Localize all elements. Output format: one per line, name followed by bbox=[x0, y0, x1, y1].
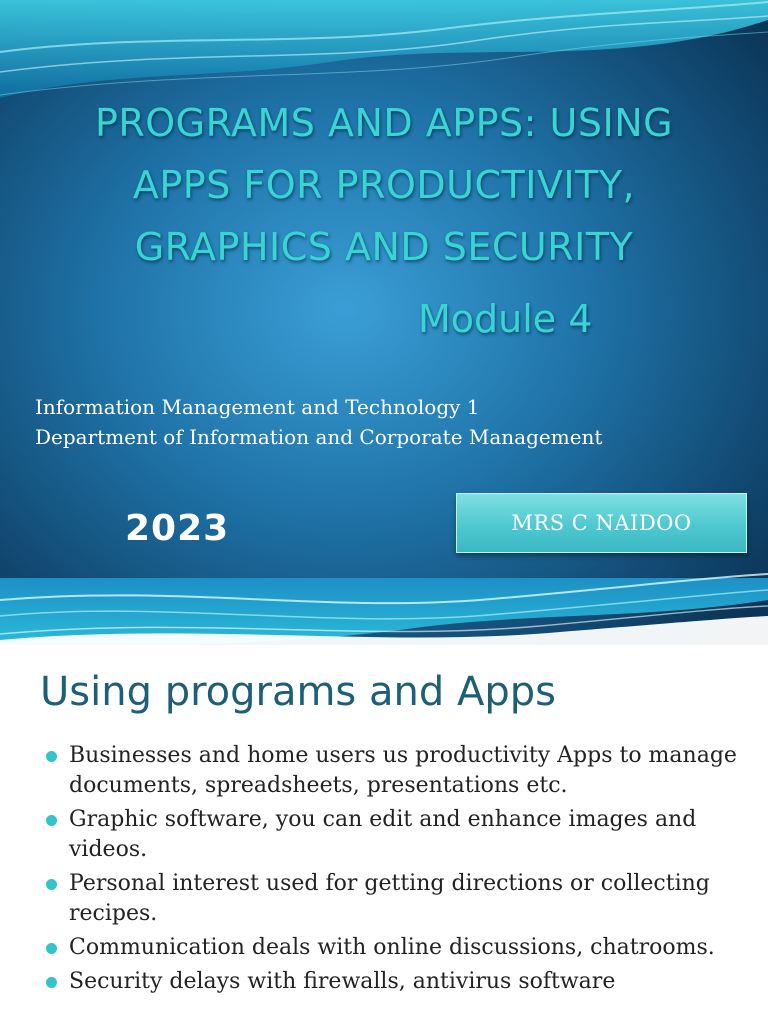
bullet-dot-icon bbox=[46, 879, 57, 890]
title-line-3: GRAPHICS AND SECURITY bbox=[134, 225, 634, 269]
module-label: Module 4 bbox=[418, 297, 593, 341]
title-line-1: PROGRAMS AND APPS: USING bbox=[94, 101, 674, 145]
content-slide bbox=[0, 645, 768, 1024]
bullet-text: Communication deals with online discussions, chatrooms. bbox=[69, 935, 715, 960]
year-label: 2023 bbox=[125, 508, 230, 549]
bullet-item bbox=[46, 967, 746, 997]
title-line-2: APPS FOR PRODUCTIVITY, bbox=[132, 163, 636, 207]
bullet-text: Personal interest used for getting directions or collecting recipes. bbox=[69, 871, 710, 926]
course-name: Information Management and Technology 1 bbox=[35, 395, 480, 419]
slide-title bbox=[0, 92, 768, 278]
bullet-text: Graphic software, you can edit and enhance images and videos. bbox=[69, 807, 697, 862]
bullet-item bbox=[46, 741, 746, 801]
bullet-list bbox=[46, 741, 746, 1001]
author-box bbox=[456, 493, 747, 553]
slide-subtitle bbox=[35, 392, 602, 452]
bullet-text: Businesses and home users us productivity Apps to manage documents, spreadsheets, presentations etc. bbox=[69, 743, 737, 798]
bullet-dot-icon bbox=[46, 815, 57, 826]
bullet-item bbox=[46, 869, 746, 929]
author-name: MRS C NAIDOO bbox=[511, 511, 692, 535]
bullet-dot-icon bbox=[46, 943, 57, 954]
bullet-dot-icon bbox=[46, 751, 57, 762]
bullet-item bbox=[46, 805, 746, 865]
bullet-item bbox=[46, 933, 746, 963]
bullet-dot-icon bbox=[46, 977, 57, 988]
bullet-text: Security delays with firewalls, antivirus software bbox=[69, 969, 616, 994]
department-name: Department of Information and Corporate Management bbox=[35, 425, 603, 449]
slide-heading: Using programs and Apps bbox=[40, 669, 556, 715]
